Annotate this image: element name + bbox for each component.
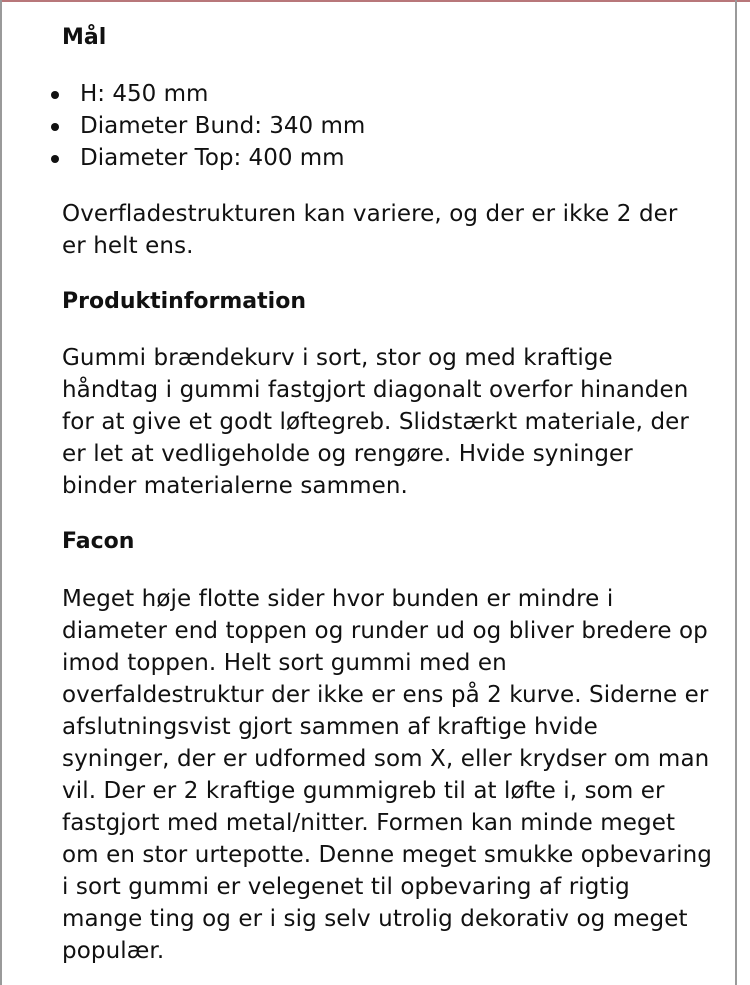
bullet-icon xyxy=(51,123,59,131)
facon-text: Meget høje flotte sider hvor bunden er mindre i diameter end toppen og runder ud og bliver bredere op imod toppen. Helt sort gummi med en overfaldestruktur der ikke er ens på 2 kurve. Siderne er afslutningsvist gjort sammen af kraftige hvide syninger, der er udformed som X, eller krydser om man vil. Der er 2 kraftige gummigreb til at løfte i, som er fastgjort med metal/nitter. Formen kan minde meget om en stor urtepotte. Denne meget smukke opbevaring i sort gummi er velegenet til opbevaring af rigtig mange ting og er i sig selv utrolig dekorativ og meget populær. xyxy=(62,586,712,964)
section-heading-produktinformation: Produktinformation xyxy=(62,289,306,314)
top-divider xyxy=(0,0,750,2)
bullet-icon xyxy=(51,155,59,163)
section-heading-facon: Facon xyxy=(62,529,135,554)
variation-note: Overfladestrukturen kan variere, og der er ikke 2 der er helt ens. xyxy=(62,201,678,259)
list-item: H: 450 mm xyxy=(0,78,650,110)
right-border xyxy=(735,0,737,985)
list-item: Diameter Top: 400 mm xyxy=(0,142,650,174)
bullet-icon xyxy=(51,91,59,99)
list-item: Diameter Bund: 340 mm xyxy=(0,110,650,142)
produktinformation-text: Gummi brændekurv i sort, stor og med kraftige håndtag i gummi fastgjort diagonalt overfor hinanden for at give et godt løftegreb. Slidstærkt materiale, der er let at vedligeholde og rengøre. Hvide syninger binder materialerne sammen. xyxy=(62,345,689,499)
section-heading-maal: Mål xyxy=(62,25,107,50)
dimensions-list xyxy=(0,78,650,174)
